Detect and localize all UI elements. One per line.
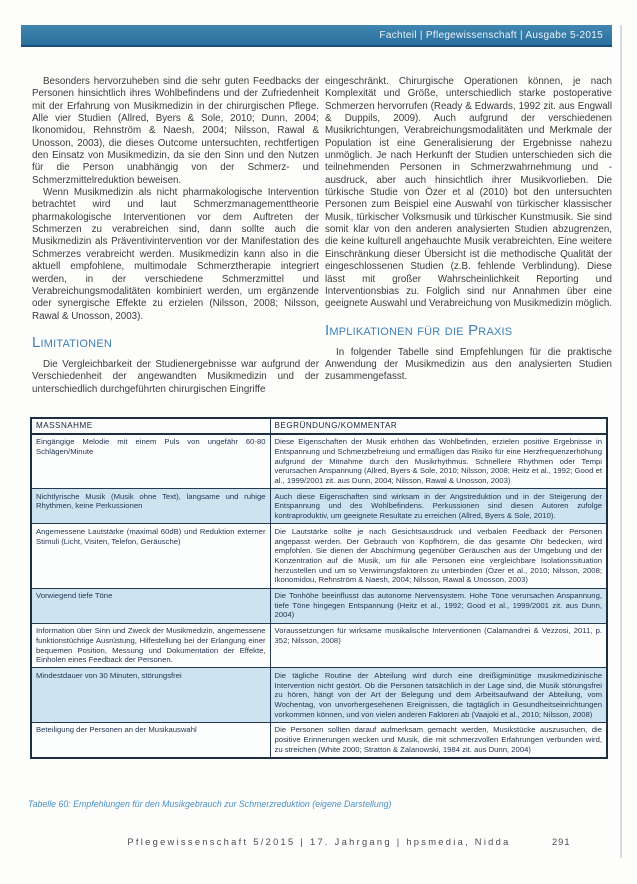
table-caption-label: Tabelle 60: [28,799,71,809]
table-row [31,588,607,623]
massnahme-cell: Mindestdauer von 30 Minuten, störungsfrei [31,668,270,723]
table-row [31,489,607,524]
footer-journal-line: Pflegewissenschaft 5/2015 | 17. Jahrgang | hpsmedia, Nidda [127,837,511,847]
table-row [31,434,607,489]
kommentar-cell: Voraussetzungen für wirksame musikalische Interventionen (Calamandrei & Vezzosi, 2011, p. 352; Nilsson, 2008) [270,623,607,668]
kommentar-cell: Die tägliche Routine der Abteilung wird durch eine dreißigminütige musikmedizinische Intervention nicht gestört. Ob die Personen tatsächlich in der Lage sind, die Musik störungsfrei zu hören, hängt von der Art der Belegung und dem Arbeitsaufwand der Abteilung, vom Wochentag, von unvorhergesehenen Ereignissen, die tagtäglich in Gesundheitseinrichtungen vorkommen können, und von vielen anderen Faktoren ab (Vaajoki et al., 2010; Nilsson, 2008) [270,668,607,723]
section-heading-implikationen: Implikationen für die Praxis [325,321,513,339]
table-row [31,668,607,723]
table-row [31,524,607,588]
left-column [32,76,319,396]
table-caption-text: Empfehlungen für den Musikgebrauch zur Schmerzreduktion (eigene Darstellung) [70,799,392,809]
massnahme-cell: Information über Sinn und Zweck der Musikmedizin, angemessene funktionstüchtige Ausrüstung, Hilfestellung bei der Erlangung einer bequemen Position, Messung und Dokumentation der Effekte, Einholen eines Feedback der Personen. [31,623,270,668]
massnahme-cell: Beteiligung der Personen an der Musikauswahl [31,722,270,758]
table-header-row [31,418,607,434]
section-heading-limitationen: Limitationen [32,333,112,351]
paragraph-eingeschraenkt: eingeschränkt. Chirurgische Operationen können, je nach Komplexität und Größe, unterschiedlich starke postoperative Schmerzen hervorrufen (Ready & Edwards, 1992 zit. aus Engwall & Duppils, 2009). Auch aufgrund der verschiedenen Musikrichtungen, Verabreichungsmodalitäten und Merkmale der Population ist eine Generalisierung der Ergebnisse nahezu unmöglich. Je nach Herkunft der Studien unterschieden sich die teilnehmenden Personen in Schmerzwahrnehmung und -ausdruck, aber auch hinsichtlich ihrer Musikvorlieben. Die türkische Studie von Özer et al (2010) bot den untersuchten Personen zum Beispiel eine Auswahl von türkischer klassischer Musik, türkischer Volksmusik und türkischer Kunstmusik. Sie sind somit klar von den anderen analysierten Studien abzugrenzen, die keine kulturell angehauchte Musik verabreichten. Eine weitere Einschränkung dieser Übersicht ist die methodische Qualität der eingeschlossenen Studien (z.B. fehlende Verblindung). Diese lässt mit großer Wahrscheinlichkeit Reporting und Interventionsbias zu. Folglich sind nur Annahmen über eine geeignete Auswahl und Verabreichung von Musikmedizin möglich. [325,76,613,310]
massnahme-cell: Angemessene Lautstärke (maximal 60dB) und Reduktion externer Stimuli (Licht, Visiten, Telefon, Geräusche) [31,524,270,588]
table-header-begruendung: BEGRÜNDUNG/KOMMENTAR [270,418,607,434]
massnahme-cell: Nichtlyrische Musik (Musik ohne Text), langsame und ruhige Rhythmen, keine Perkussionen [31,489,270,524]
scan-edge-line [620,25,622,858]
table-row [31,623,607,668]
paragraph-tabelle-intro: In folgender Tabelle sind Empfehlungen für die praktische Anwendung der Musikmedizin aus den analysierten Studien zusammengefasst. [325,346,612,383]
table-caption [28,799,588,809]
kommentar-cell: Die Lautstärke sollte je nach Gesichtsausdruck und verbalen Feedback der Personen angepasst werden. Der Gebrauch von Kopfhörern, die das gesamte Ohr bedecken, wird empfohlen. Sie dienen der Abschirmung gegenüber Geräuschen aus der Umgebung und der Konzentration auf die Musik, um für alle Personen eine vergleichbare Isolationssituation herzustellen und um so Verwirrungsfaktoren zu unterbinden (Özer et al., 2010; Nilsson, 2008; Ikonomidou, Rehnström & Naesh, 2004; Nilsson, Rawal & Unosson, 2003) [270,524,607,588]
header-bar-text: Fachteil | Pflegewissenschaft | Ausgabe 5-2015 [379,30,603,41]
massnahme-cell: Eingängige Melodie mit einem Puls von ungefähr 60-80 Schlägen/Minute [31,434,270,489]
massnahme-cell: Vorwiegend tiefe Töne [31,588,270,623]
kommentar-cell: Diese Eigenschaften der Musik erhöhen das Wohlbefinden, erzielen positive Ergebnisse in Entspannung und Schmerzbefreiung und ermäßigen das Risiko für eine Herzfrequenzerhöhung aufgrund der Mitnahme durch den Musikrhythmus. Schnellere Rhythmen oder Tempi verursachen Anspannung (Allred, Byers & Sole, 2010; Nilsson, 2008; Heitz et al., 1992; Good et al., 1999/2001 zit. aus Dunn, 2004; Nilsson, Rawal & Unosson, 2003) [270,434,607,489]
header-bar [21,25,612,47]
table-header-massnahme: MASSNAHME [31,418,270,434]
paragraph-feedbacks: Besonders hervorzuheben sind die sehr guten Feedbacks der Personen hinsichtlich ihres Wohlbefindens und der Zufriedenheit mit der Erfahrung von Musikmedizin in der chirurgischen Pflege. Alle vier Studien (Allred, Byers & Sole, 2010; Dunn, 2004; Ikonomidou, Rehnström & Naesh, 2004; Nilsson, Rawal & Unosson, 2003), die dieses Outcome untersuchten, rechtfertigen den Einsatz von Musikmedizin, da sie den Sinn und den Nutzen für die Person unabhängig von der Schmerz- und Schmerzmittelreduktion beweisen. [32,76,319,186]
page-number: 291 [552,837,571,847]
right-column [325,76,612,384]
table-row [31,722,607,758]
kommentar-cell: Die Tonhöhe beeinflusst das autonome Nervensystem. Hohe Töne verursachen Anspannung, tiefe Töne hingegen Entspannung (Heitz et al., 1992; Good et al., 1999/2001 zit. aus Dunn, 2004) [270,588,607,623]
kommentar-cell: Die Personen sollten darauf aufmerksam gemacht werden, Musikstücke auszusuchen, die positive Erinnerungen wecken und Musik, die mit schmerzvollen Erfahrungen verbunden wird, zu streichen (White 2000; Stratton & Zalanowski, 1984 zit. aus Dunn, 2004) [270,722,607,758]
recommendations-table [30,417,608,759]
paragraph-vergleichbarkeit: Die Vergleichbarkeit der Studienergebnisse war aufgrund der Verschiedenheit der angewandten Musikmedizin und der unterschiedlich durchgeführten chirurgischen Eingriffe [32,358,319,395]
kommentar-cell: Auch diese Eigenschaften sind wirksam in der Angstreduktion und in der Steigerung der Entspannung und des Wohlbefindens. Perkussionen sind diesen Autoren zufolge kontraproduktiv, um geeignete Resultate zu erreichen (Allred, Byers & Sole, 2010). [270,489,607,524]
paragraph-schmerzmanagement: Wenn Musikmedizin als nicht pharmakologische Intervention betrachtet wird und laut Schmerzmanagementtheorie pharmakologische Interventionen vor dem Auftreten der Schmerzen zu verabreichen sind, dann sollte auch die Musikmedizin als Präventivintervention vor der Manifestation des Schmerzes verabreicht werden. Musikmedizin kann also in die aktuell empfohlene, multimodale Schmerztherapie integriert werden, in der verschiedene Schmerzmittel und Verabreichungsmodalitäten kombiniert werden, um ergänzende oder synergische Effekte zu erzielen (Nilsson, 2008; Nilsson, Rawal & Unosson, 2003). [32,187,319,322]
